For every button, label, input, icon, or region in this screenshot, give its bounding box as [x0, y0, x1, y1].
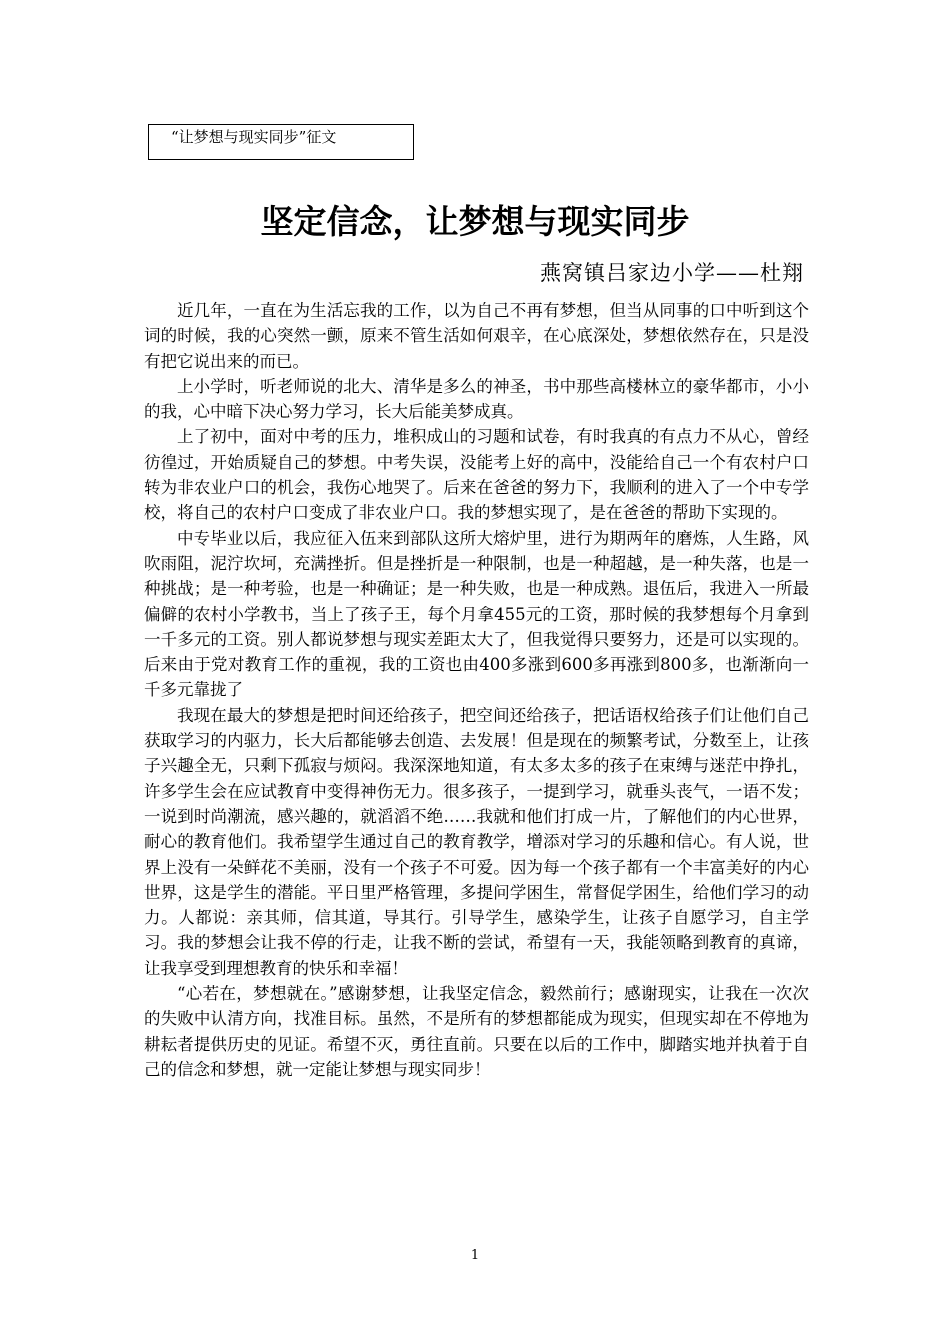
paragraph: 中专毕业以后，我应征入伍来到部队这所大熔炉里，进行为期两年的磨炼，人生路，风吹雨阻，泥泞坎坷，充满挫折。但是挫折是一种限制，也是一种超越，是一种失落，也是一种挑战；是一种考验，也是一种确证；是一种失败，也是一种成熟。退伍后，我进入一所最偏僻的农村小学教书，当上了孩子王，每个月拿455元的工资，那时候的我梦想每个月拿到一千多元的工资。别人都说梦想与现实差距太大了，但我觉得只要努力，还是可以实现的。后来由于党对教育工作的重视，我的工资也由400多涨到600多再涨到800多，也渐渐向一千多元靠拢了	[144, 528, 809, 700]
article-title: 坚定信念，让梦想与现实同步	[260, 202, 690, 241]
paragraph: 上了初中，面对中考的压力，堆积成山的习题和试卷，有时我真的有点力不从心，曾经彷徨过，开始质疑自己的梦想。中考失误，没能考上好的高中，没能给自己一个有农村户口转为非农业户口的机会，我伤心地哭了。后来在爸爸的努力下，我顺利的进入了一个中专学校，将自己的农村户口变成了非农业户口。我的梦想实现了，是在爸爸的帮助下实现的。	[144, 427, 809, 523]
paragraph: 我现在最大的梦想是把时间还给孩子，把空间还给孩子，把话语权给孩子们让他们自己获取学习的内驱力，长大后都能够去创造、去发展！但是现在的频繁考试，分数至上，让孩子兴趣全无，只剩下孤寂与烦闷。我深深地知道，有太多太多的孩子在束缚与迷茫中挣扎，许多学生会在应试教育中变得神伤无力。很多孩子，一提到学习，就垂头丧气，一语不发；一说到时尚潮流，感兴趣的，就滔滔不绝……我就和他们打成一片，了解他们的内心世界，耐心的教育他们。我希望学生通过自己的教育教学，增添对学习的乐趣和信心。有人说，世界上没有一朵鲜花不美丽，没有一个孩子不可爱。因为每一个孩子都有一个丰富美好的内心世界，这是学生的潜能。平日里严格管理，多提问学困生，常督促学困生，给他们学习的动力。人都说：亲其师，信其道，导其行。引导学生，感染学生，让孩子自愿学习，自主学习。我的梦想会让我不停的行走，让我不断的尝试，希望有一天，我能领略到教育的真谛，让我享受到理想教育的快乐和幸福！	[144, 705, 809, 978]
essay-contest-tag	[148, 124, 414, 160]
article-body	[144, 298, 809, 1082]
essay-contest-label: “让梦想与现实同步”征文	[171, 128, 337, 146]
page-number: 1	[470, 1248, 480, 1263]
paragraph: “心若在，梦想就在。”感谢梦想，让我坚定信念，毅然前行；感谢现实，让我在一次次的失败中认清方向，找准目标。虽然，不是所有的梦想都能成为现实，但现实却在不停地为耕耘者提供历史的见证。希望不灭，勇往直前。只要在以后的工作中，脚踏实地并执着于自己的信念和梦想，就一定能让梦想与现实同步！	[144, 984, 809, 1079]
paragraph: 近几年，一直在为生活忘我的工作，以为自己不再有梦想，但当从同事的口中听到这个词的时候，我的心突然一颤，原来不管生活如何艰辛，在心底深处，梦想依然存在，只是没有把它说出来的而已。	[144, 301, 809, 371]
paragraph: 上小学时，听老师说的北大、清华是多么的神圣，书中那些高楼林立的豪华都市，小小的我，心中暗下决心努力学习，长大后能美梦成真。	[144, 376, 809, 422]
article-author: 燕窝镇吕家边小学——杜翔	[540, 261, 804, 285]
